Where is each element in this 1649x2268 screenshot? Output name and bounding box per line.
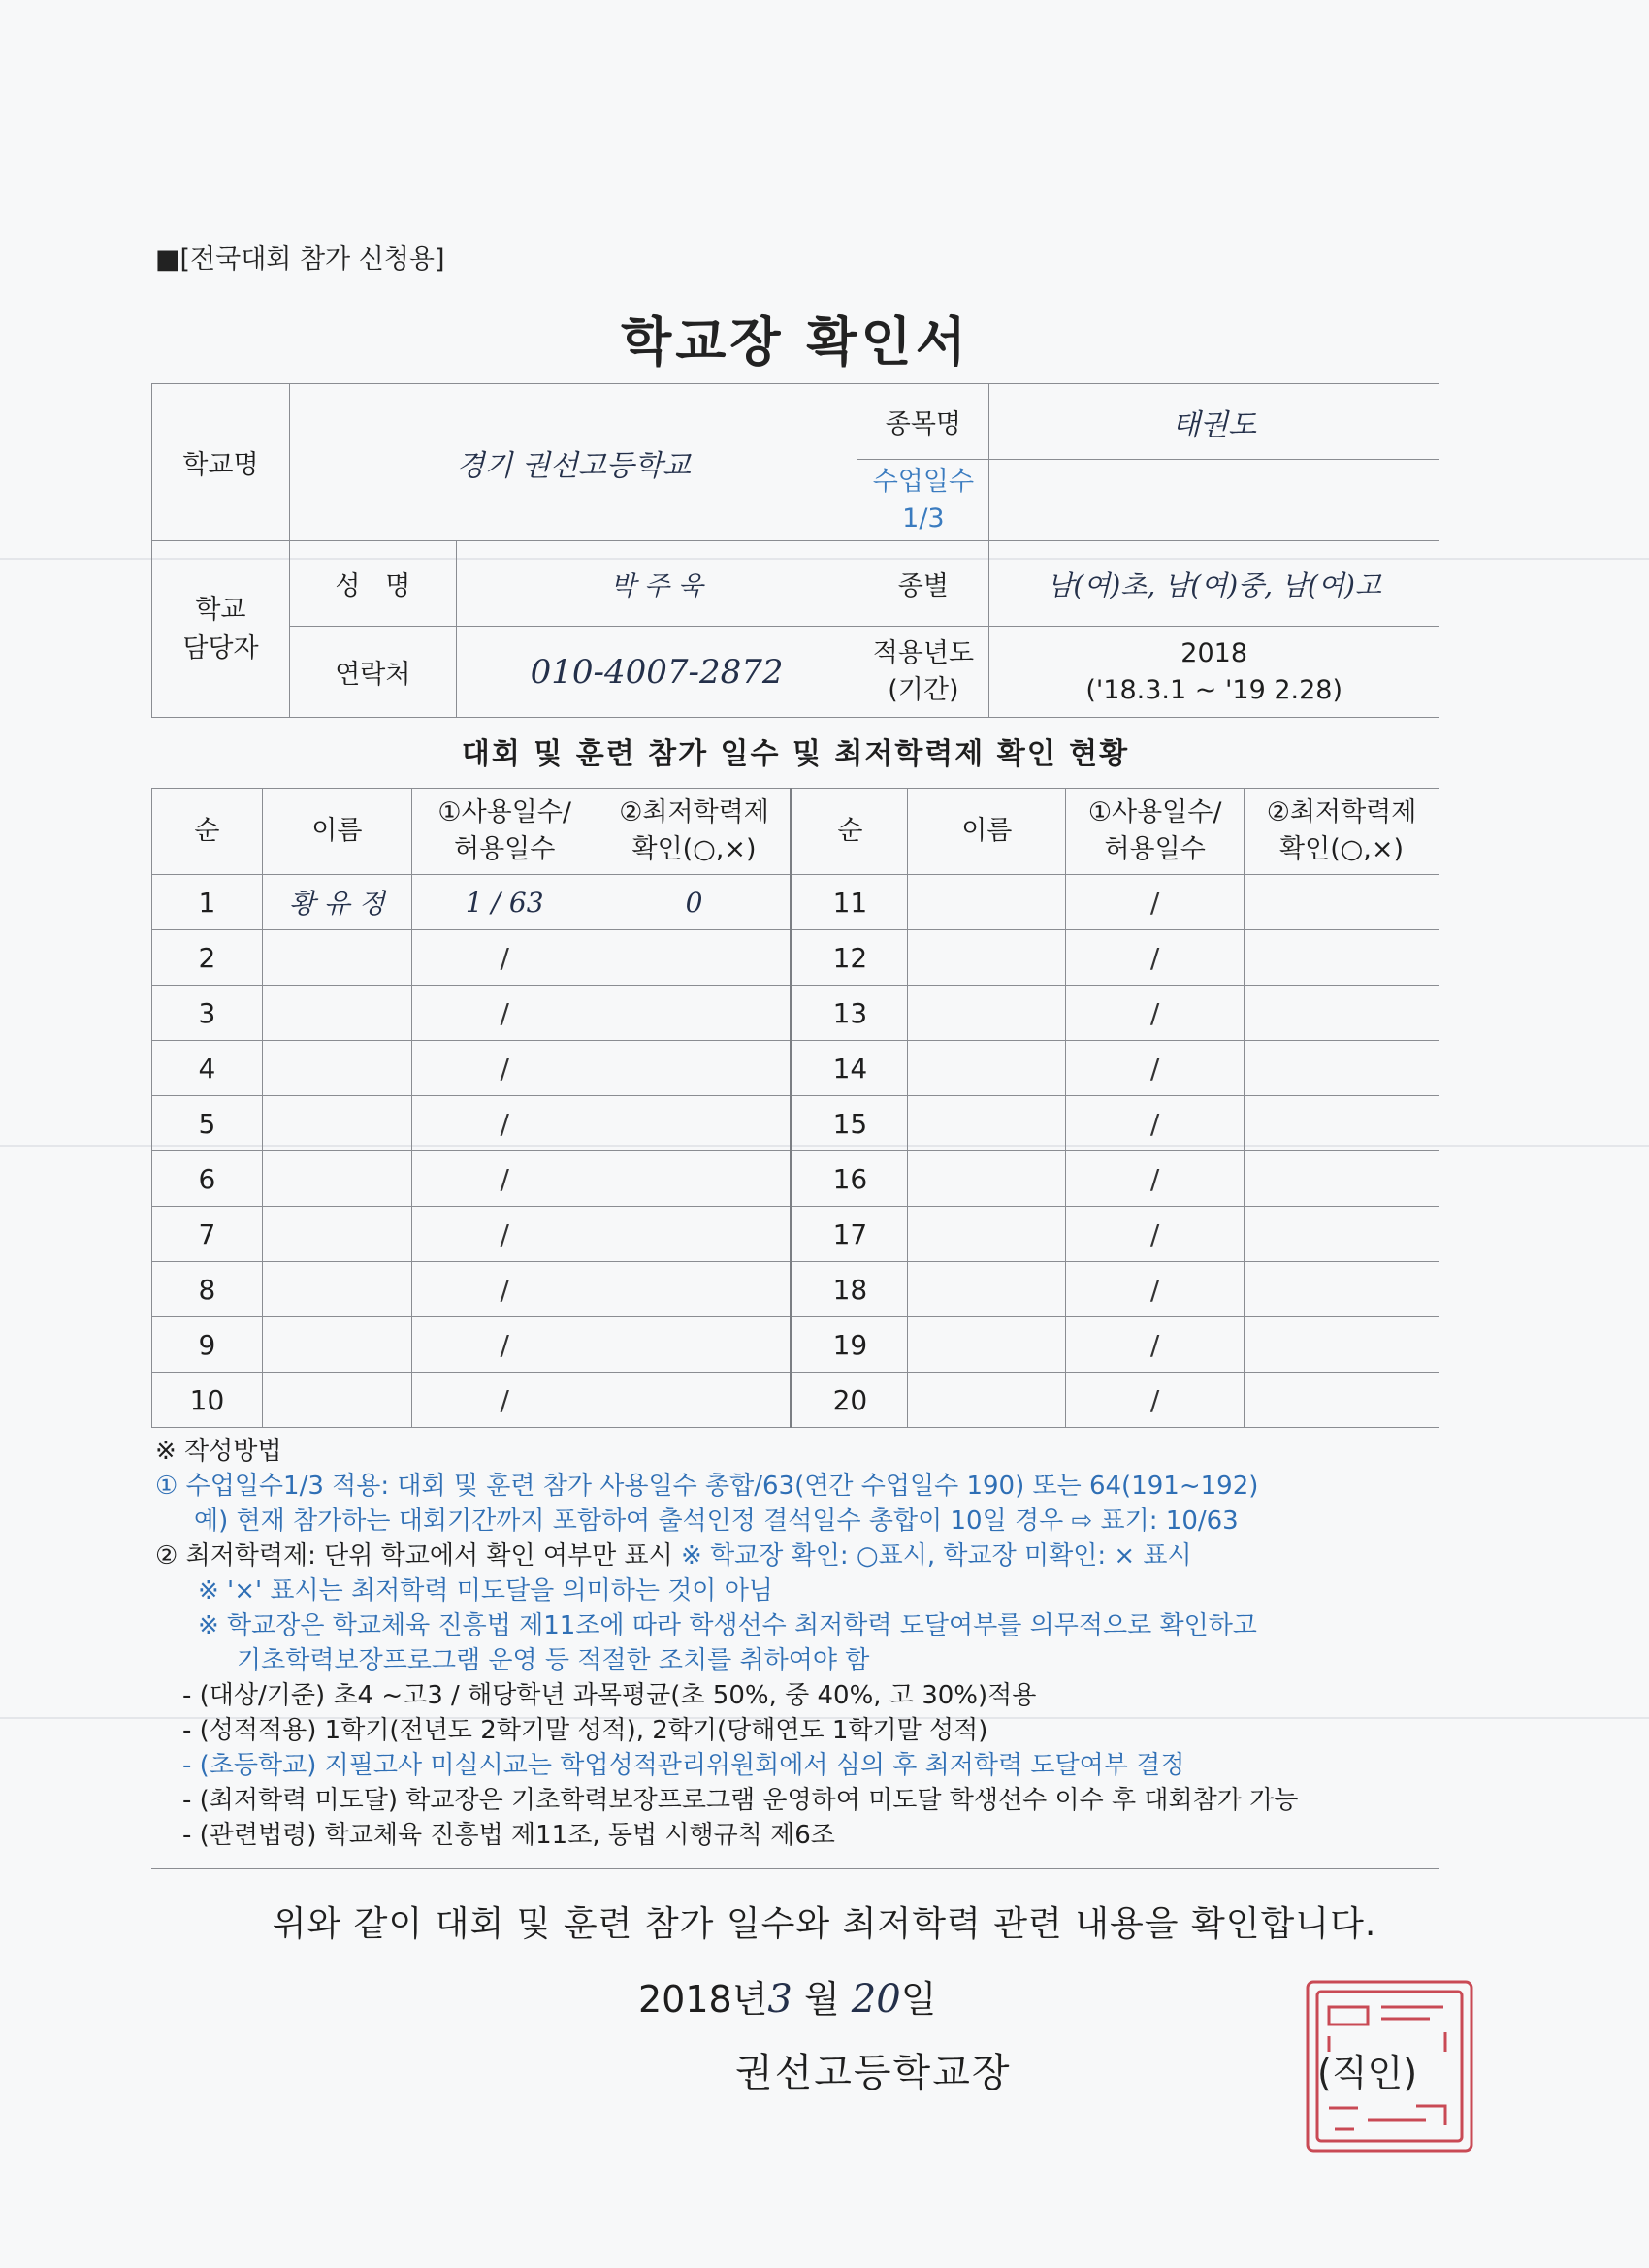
manager-label — [152, 541, 290, 718]
date-line — [638, 1969, 936, 2023]
achievement-check — [598, 1096, 792, 1151]
note-line-3-text: ② 최저학력제: 단위 학교에서 확인 여부만 표시 — [155, 1541, 682, 1571]
achievement-check — [598, 986, 792, 1041]
player-name — [262, 1262, 411, 1317]
header-check — [1245, 789, 1439, 875]
date-year: 2018년 — [638, 1978, 768, 2021]
used-days: / — [411, 1207, 598, 1262]
section-title: 대회 및 훈련 참가 일수 및 최저학력제 확인 현황 — [461, 737, 1130, 771]
note-line-8: - (성적적용) 1학기(전년도 2학기말 성적), 2학기(당해연도 1학기말 성적) — [182, 1716, 988, 1745]
roster-body — [152, 875, 1439, 1428]
principal-title: 권선고등학교장 — [735, 2051, 1012, 2095]
confirmation-statement: 위와 같이 대회 및 훈련 참가 일수와 최저학력 관련 내용을 확인합니다. — [272, 1904, 1377, 1944]
used-days: / — [1066, 930, 1245, 986]
row-number: 3 — [152, 986, 263, 1041]
event-label: 종목명 — [857, 384, 989, 460]
roster-table — [151, 788, 1439, 1428]
header-name: 이름 — [262, 789, 411, 875]
header-check — [598, 789, 792, 875]
note-line-3-highlight: ※ 학교장 확인: ○표시, 학교장 미확인: × 표시 — [681, 1541, 1192, 1571]
header-check-line2: 확인(○,×) — [631, 834, 757, 864]
date-day-value: 20 — [851, 1977, 901, 2022]
achievement-check — [598, 1041, 792, 1096]
note-line-7: - (대상/기준) 초4 ~고3 / 해당학년 과목평균(초 50%, 중 40%, 고 30%)적용 — [182, 1681, 1037, 1710]
achievement-check — [598, 1151, 792, 1207]
used-days: 1 / 63 — [411, 875, 598, 930]
header-check-line1: ②최저학력제 — [1266, 797, 1417, 827]
achievement-check: 0 — [598, 875, 792, 930]
row-number: 2 — [152, 930, 263, 986]
used-days: / — [411, 1041, 598, 1096]
player-name — [262, 1096, 411, 1151]
used-days: / — [1066, 875, 1245, 930]
row-number: 5 — [152, 1096, 263, 1151]
table-row — [152, 986, 1439, 1041]
player-name — [908, 1262, 1066, 1317]
player-name — [262, 1373, 411, 1428]
table-row — [152, 1373, 1439, 1428]
footer-divider — [151, 1868, 1439, 1869]
player-name — [262, 930, 411, 986]
note-line-11: - (관련법령) 학교체육 진흥법 제11조, 동법 시행규칙 제6조 — [182, 1821, 835, 1850]
row-number: 7 — [152, 1207, 263, 1262]
note-line-9: - (초등학교) 지필고사 미실시교는 학업성적관리위원회에서 심의 후 최저학력 도달여부 결정 — [182, 1751, 1185, 1780]
year-value-year: 2018 — [1180, 637, 1248, 668]
player-name: 황 유 정 — [262, 875, 411, 930]
gender-value: 남(여)초, 남(여)중, 남(여)고 — [989, 541, 1439, 627]
school-value: 경기 권선고등학교 — [289, 384, 857, 541]
table-row — [152, 1151, 1439, 1207]
used-days: / — [1066, 1041, 1245, 1096]
player-name — [908, 1373, 1066, 1428]
year-label-line1: 적용년도 — [872, 637, 975, 668]
contact-value: 010-4007-2872 — [456, 627, 857, 718]
school-days-value — [989, 460, 1439, 541]
school-days-label-line1: 수업일수 — [872, 466, 975, 497]
note-line-1: ① 수업일수1/3 적용: 대회 및 훈련 참가 사용일수 총합/63(연간 수업일수 190) 또는 64(191~192) — [155, 1472, 1259, 1501]
row-number: 6 — [152, 1151, 263, 1207]
header-check-line1: ②최저학력제 — [619, 797, 769, 827]
header-days-line1: ①사용일수/ — [1087, 797, 1222, 827]
player-name — [908, 1151, 1066, 1207]
row-number: 11 — [792, 875, 908, 930]
seal-label: (직인) — [1317, 2052, 1418, 2094]
contact-label: 연락처 — [289, 627, 456, 718]
header-check-line2: 확인(○,×) — [1279, 834, 1405, 864]
row-number: 18 — [792, 1262, 908, 1317]
manager-label-line2: 담당자 — [182, 632, 259, 664]
note-line-4: ※ '×' 표시는 최저학력 미도달을 의미하는 것이 아님 — [198, 1576, 773, 1605]
name-label: 성 명 — [289, 541, 456, 627]
achievement-check — [1245, 1373, 1439, 1428]
header-name: 이름 — [908, 789, 1066, 875]
row-number: 13 — [792, 986, 908, 1041]
row-number: 10 — [152, 1373, 263, 1428]
table-row — [152, 1262, 1439, 1317]
row-number: 12 — [792, 930, 908, 986]
player-name — [908, 986, 1066, 1041]
document-title: 학교장 확인서 — [621, 311, 970, 373]
player-name — [908, 1041, 1066, 1096]
header-days — [411, 789, 598, 875]
note-line-6: 기초학력보장프로그램 운영 등 적절한 조치를 취하여야 함 — [237, 1646, 870, 1675]
used-days: / — [411, 1373, 598, 1428]
school-days-label-line2: 1/3 — [902, 502, 945, 534]
manager-label-line1: 학교 — [195, 594, 246, 625]
note-line-10: - (최저학력 미도달) 학교장은 기초학력보장프로그램 운영하여 미도달 학생선수 이수 후 대회참가 가능 — [182, 1786, 1299, 1815]
notes-heading: ※ 작성방법 — [155, 1437, 282, 1466]
manager-name-value: 박 주 욱 — [456, 541, 857, 627]
date-month-value: 3 — [767, 1977, 792, 2022]
row-number: 1 — [152, 875, 263, 930]
achievement-check — [1245, 986, 1439, 1041]
player-name — [908, 1207, 1066, 1262]
player-name — [908, 875, 1066, 930]
header-days-line2: 허용일수 — [454, 834, 556, 864]
achievement-check — [598, 930, 792, 986]
year-label-line2: (기간) — [888, 674, 959, 705]
note-line-3 — [155, 1539, 1455, 1573]
achievement-check — [1245, 1151, 1439, 1207]
year-value-period: ('18.3.1 ~ '19 2.28) — [1085, 674, 1342, 705]
header-no: 순 — [792, 789, 908, 875]
header-days-line1: ①사용일수/ — [437, 797, 571, 827]
achievement-check — [1245, 875, 1439, 930]
player-name — [908, 930, 1066, 986]
achievement-check — [598, 1207, 792, 1262]
player-name — [908, 1317, 1066, 1373]
used-days: / — [1066, 1262, 1245, 1317]
note-line-5: ※ 학교장은 학교체육 진흥법 제11조에 따라 학생선수 최저학력 도달여부를 의무적으로 확인하고 — [198, 1611, 1257, 1640]
table-row — [152, 1207, 1439, 1262]
notes-section — [155, 1434, 1455, 1853]
date-month-label: 월 — [803, 1978, 840, 2021]
achievement-check — [1245, 930, 1439, 986]
info-table — [151, 383, 1439, 718]
row-number: 16 — [792, 1151, 908, 1207]
table-row — [152, 1041, 1439, 1096]
used-days: / — [1066, 1096, 1245, 1151]
roster-header-row — [152, 789, 1439, 875]
header-no: 순 — [152, 789, 263, 875]
date-day-label: 일 — [900, 1978, 937, 2021]
player-name — [908, 1096, 1066, 1151]
used-days: / — [1066, 1373, 1245, 1428]
used-days: / — [411, 1096, 598, 1151]
used-days: / — [411, 1317, 598, 1373]
row-number: 15 — [792, 1096, 908, 1151]
player-name — [262, 986, 411, 1041]
school-label: 학교명 — [152, 384, 290, 541]
row-number: 9 — [152, 1317, 263, 1373]
player-name — [262, 1041, 411, 1096]
achievement-check — [1245, 1207, 1439, 1262]
used-days: / — [1066, 1207, 1245, 1262]
achievement-check — [598, 1262, 792, 1317]
row-number: 17 — [792, 1207, 908, 1262]
form-category: ■[전국대회 참가 신청용] — [155, 244, 445, 275]
table-row — [152, 1317, 1439, 1373]
player-name — [262, 1317, 411, 1373]
used-days: / — [411, 1262, 598, 1317]
header-days-line2: 허용일수 — [1104, 834, 1206, 864]
player-name — [262, 1151, 411, 1207]
year-value — [989, 627, 1439, 718]
used-days: / — [411, 986, 598, 1041]
table-row — [152, 1096, 1439, 1151]
note-line-2: 예) 현재 참가하는 대회기간까지 포함하여 출석인정 결석일수 총합이 10일 경우 ⇨ 표기: 10/63 — [194, 1507, 1239, 1536]
player-name — [262, 1207, 411, 1262]
row-number: 8 — [152, 1262, 263, 1317]
used-days: / — [411, 1151, 598, 1207]
achievement-check — [598, 1317, 792, 1373]
row-number: 19 — [792, 1317, 908, 1373]
achievement-check — [1245, 1041, 1439, 1096]
row-number: 4 — [152, 1041, 263, 1096]
event-value: 태권도 — [989, 384, 1439, 460]
year-label — [857, 627, 989, 718]
header-days — [1066, 789, 1245, 875]
table-row — [152, 875, 1439, 930]
achievement-check — [1245, 1262, 1439, 1317]
used-days: / — [1066, 986, 1245, 1041]
table-row — [152, 930, 1439, 986]
gender-label: 종별 — [857, 541, 989, 627]
school-days-label — [857, 460, 989, 541]
achievement-check — [1245, 1317, 1439, 1373]
used-days: / — [411, 930, 598, 986]
used-days: / — [1066, 1317, 1245, 1373]
row-number: 14 — [792, 1041, 908, 1096]
achievement-check — [1245, 1096, 1439, 1151]
row-number: 20 — [792, 1373, 908, 1428]
used-days: / — [1066, 1151, 1245, 1207]
achievement-check — [598, 1373, 792, 1428]
